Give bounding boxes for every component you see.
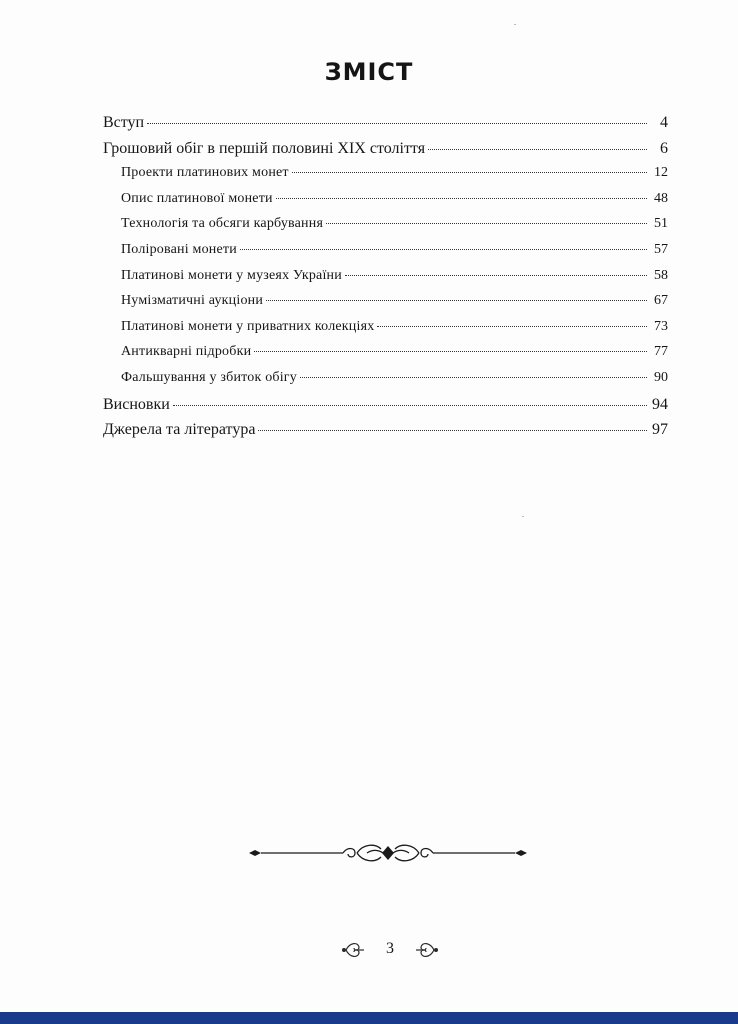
toc-entry-page: 73 xyxy=(654,318,668,334)
toc-leader-dots xyxy=(300,377,647,378)
toc-entry-page: 67 xyxy=(654,293,668,309)
page-edge-bar xyxy=(0,1012,738,1024)
toc-subentry[interactable] xyxy=(103,191,668,217)
toc-subentry[interactable] xyxy=(103,165,668,191)
toc-subentry[interactable] xyxy=(103,370,668,396)
toc-leader-dots xyxy=(173,405,647,406)
toc-entry-label: Джерела та література xyxy=(103,421,256,439)
toc-entry-page: 58 xyxy=(654,267,668,283)
toc-entry-label: Платинові монети у приватних колекціях xyxy=(121,318,375,334)
toc-entry[interactable] xyxy=(103,114,668,140)
toc-subentry[interactable] xyxy=(103,268,668,294)
toc-entry-page: 48 xyxy=(654,190,668,206)
toc-subentry[interactable] xyxy=(103,319,668,345)
toc-entry-page: 51 xyxy=(654,216,668,232)
toc-leader-dots xyxy=(258,430,647,431)
toc-leader-dots xyxy=(254,351,647,352)
toc-entry-label: Висновки xyxy=(103,395,170,413)
toc-leader-dots xyxy=(147,123,647,124)
toc-entry-label: Опис платинової монети xyxy=(121,190,273,206)
toc-subentry[interactable] xyxy=(103,293,668,319)
flourish-divider-icon xyxy=(247,840,529,866)
toc-entry-label: Нумізматичні аукціони xyxy=(121,293,264,309)
toc-entry-page: 97 xyxy=(652,421,668,439)
toc-entry-page: 6 xyxy=(660,139,668,157)
toc-leader-dots xyxy=(276,198,647,199)
toc-entry-label: Проекти платинових монет xyxy=(121,165,289,181)
toc-leader-dots xyxy=(326,223,647,224)
toc-entry[interactable] xyxy=(103,421,668,447)
toc-entry-label: Технологія та обсяги карбування xyxy=(121,216,324,232)
toc-leader-dots xyxy=(266,300,647,301)
toc-entry-page: 77 xyxy=(654,344,668,360)
fleuron-right-icon xyxy=(416,944,437,957)
scan-speck xyxy=(522,516,524,517)
toc-subentry[interactable] xyxy=(103,344,668,370)
table-of-contents xyxy=(103,114,668,447)
toc-leader-dots xyxy=(240,249,647,250)
toc-subentry[interactable] xyxy=(103,242,668,268)
toc-leader-dots xyxy=(292,172,647,173)
toc-entry-label: Фальшування у збиток обігу xyxy=(121,369,297,385)
scan-speck xyxy=(514,24,516,25)
toc-entry-page: 94 xyxy=(652,395,668,413)
toc-entry-label: Грошовий обіг в першій половині XIX століття xyxy=(103,139,426,157)
toc-entry-label: Платинові монети у музеях України xyxy=(121,267,342,283)
toc-leader-dots xyxy=(377,326,647,327)
toc-leader-dots xyxy=(428,149,647,150)
fleuron-left-icon xyxy=(343,944,364,957)
toc-entry-label: Поліровані монети xyxy=(121,241,237,257)
toc-entry-page: 4 xyxy=(660,114,668,131)
toc-subentry[interactable] xyxy=(103,216,668,242)
toc-leader-dots xyxy=(345,275,647,276)
toc-entry-page: 90 xyxy=(654,369,668,385)
page-title: ЗМІСТ xyxy=(324,58,414,86)
toc-entry-page: 12 xyxy=(654,165,668,181)
toc-entry[interactable] xyxy=(103,140,668,166)
page-number: 3 xyxy=(386,940,394,957)
toc-entry-page: 57 xyxy=(654,241,668,257)
toc-entry[interactable] xyxy=(103,396,668,422)
toc-entry-label: Вступ xyxy=(103,114,145,131)
toc-entry-label: Антикварні підробки xyxy=(121,344,252,360)
